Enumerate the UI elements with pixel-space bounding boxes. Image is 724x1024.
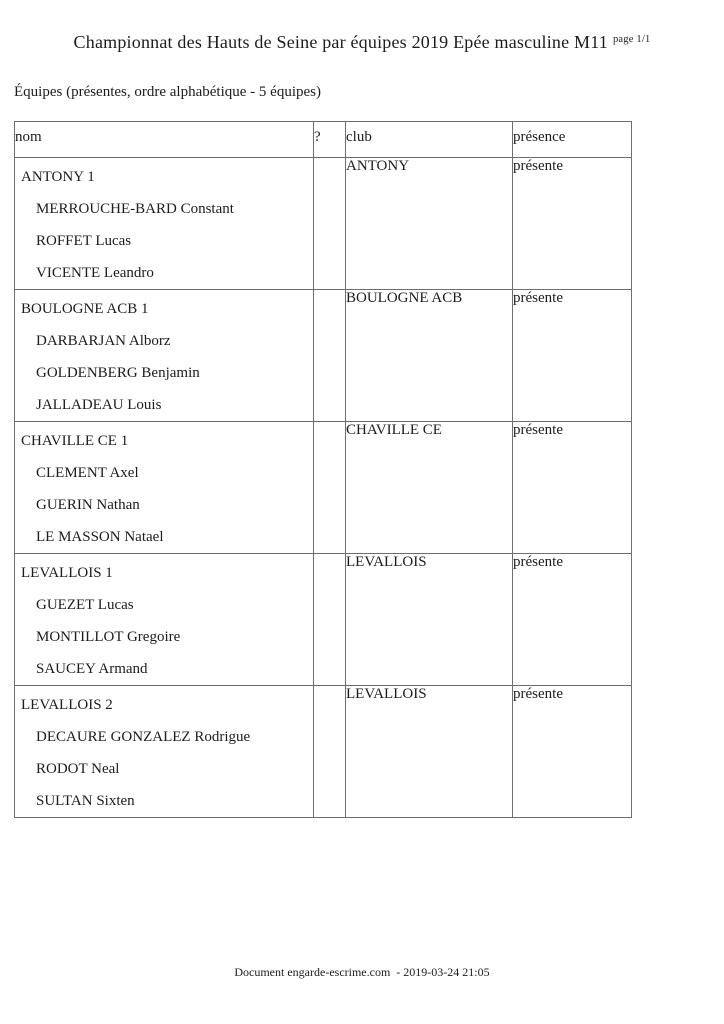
team-cell-nom [15,290,314,422]
table-row-team-levallois-2 [15,686,632,818]
table-row-team-levallois-1 [15,554,632,686]
team-cell-question [314,158,346,290]
team-cell-nom [15,158,314,290]
team-cell-presence: présente [513,554,632,686]
column-header-presence: présence [513,122,632,158]
team-cell-question [314,290,346,422]
team-cell-presence: présente [513,158,632,290]
team-member: DARBARJAN Alborz [36,333,171,349]
column-header-club: club [346,122,513,158]
page-title [0,32,724,53]
team-cell-question [314,554,346,686]
table-header-row [15,122,632,158]
team-name: ANTONY 1 [21,169,95,185]
team-member: SAUCEY Armand [36,661,148,677]
team-member: DECAURE GONZALEZ Rodrigue [36,729,251,745]
table-row-team-antony-1 [15,158,632,290]
team-member: ROFFET Lucas [36,233,132,249]
team-name: CHAVILLE CE 1 [21,433,129,449]
team-member: GUEZET Lucas [36,597,134,613]
team-cell-presence: présente [513,290,632,422]
team-member: JALLADEAU Louis [36,397,162,413]
team-member: VICENTE Leandro [36,265,154,281]
teams-subtitle: Équipes (présentes, ordre alphabétique - 5 équipes) [14,84,321,100]
team-cell-question [314,422,346,554]
team-name: LEVALLOIS 1 [21,565,113,581]
team-cell-nom [15,554,314,686]
team-cell-presence: présente [513,422,632,554]
team-name: LEVALLOIS 2 [21,697,113,713]
team-member: RODOT Neal [36,761,120,777]
page-title-text: Championnat des Hauts de Seine par équipes 2019 Epée masculine M11 [73,32,608,52]
team-member: SULTAN Sixten [36,793,135,809]
column-header-question: ? [314,122,346,158]
team-member: GUERIN Nathan [36,497,140,513]
team-cell-nom [15,686,314,818]
team-cell-club: LEVALLOIS [346,554,513,686]
team-member: MONTILLOT Gregoire [36,629,181,645]
team-member: LE MASSON Natael [36,529,164,545]
table-row-team-chaville-ce-1 [15,422,632,554]
team-member: CLEMENT Axel [36,465,139,481]
team-cell-club: LEVALLOIS [346,686,513,818]
team-cell-club: CHAVILLE CE [346,422,513,554]
team-cell-nom [15,422,314,554]
page-number-label: page 1/1 [612,34,651,45]
team-name: BOULOGNE ACB 1 [21,301,149,317]
team-cell-presence: présente [513,686,632,818]
teams-table [14,121,632,818]
team-cell-question [314,686,346,818]
column-header-nom: nom [15,122,314,158]
document-footer: Document engarde-escrime.com - 2019-03-24 21:05 [234,965,490,979]
table-row-team-boulogne-acb-1 [15,290,632,422]
team-member: MERROUCHE-BARD Constant [36,201,234,217]
team-cell-club: ANTONY [346,158,513,290]
team-cell-club: BOULOGNE ACB [346,290,513,422]
team-member: GOLDENBERG Benjamin [36,365,200,381]
